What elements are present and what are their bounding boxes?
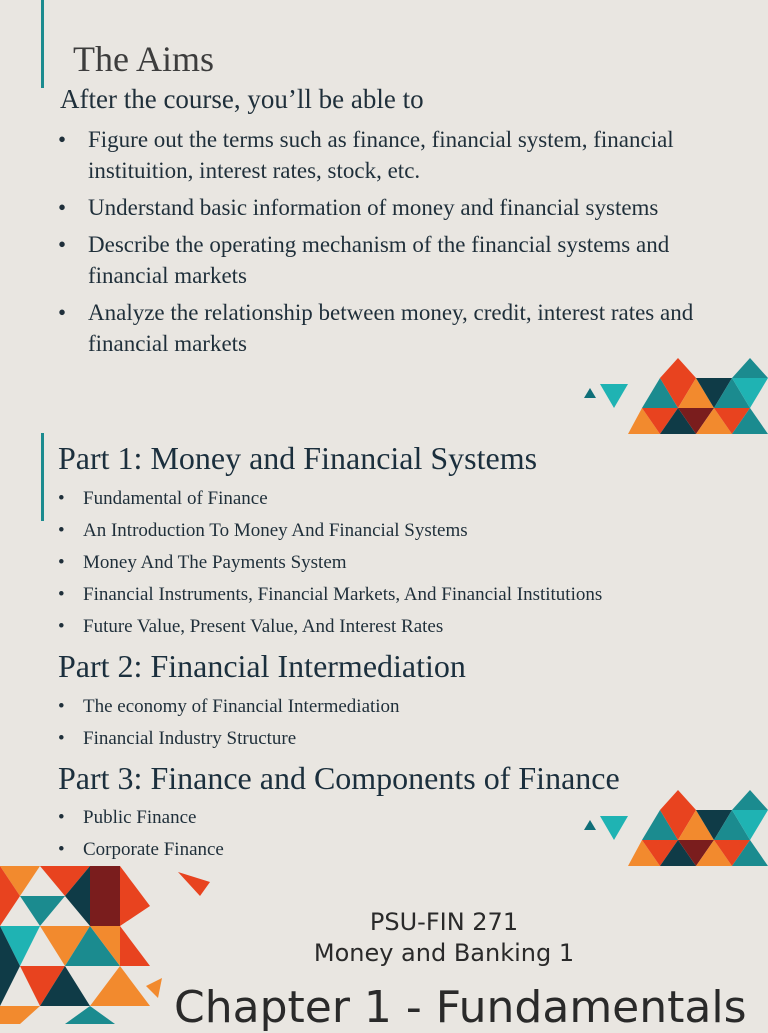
part3-heading: Part 3: Finance and Components of Finance — [58, 760, 620, 796]
part2-heading: Part 2: Financial Intermediation — [58, 648, 466, 684]
aims-item: • Figure out the terms such as finance, financial system, financial instituition, interest rates, stock, etc. — [58, 124, 708, 186]
list-item: • Corporate Finance — [58, 834, 708, 866]
aims-item: • Analyze the relationship between money, credit, interest rates and financial markets — [58, 297, 708, 359]
part1-heading: Part 1: Money and Financial Systems — [58, 440, 538, 476]
list-item: • Financial Instruments, Financial Markets, And Financial Institutions — [58, 579, 708, 611]
course-code: PSU-FIN 271 — [369, 908, 519, 936]
aims-intro: After the course, you’ll be able to — [60, 84, 424, 114]
list-item: • Public Finance — [58, 802, 708, 834]
aims-item: • Understand basic information of money and financial systems — [58, 192, 708, 223]
list-item: • Fundamental of Finance — [58, 483, 708, 515]
chapter-title: Chapter 1 - Fundamentals — [174, 982, 747, 1033]
decorative-triangles-2 — [580, 790, 768, 866]
list-item: • Financial Industry Structure — [58, 723, 708, 755]
list-item: • The economy of Financial Intermediation — [58, 691, 708, 723]
accent-bar — [41, 433, 44, 521]
part2-list — [58, 691, 708, 755]
aims-item: • Describe the operating mechanism of the financial systems and financial markets — [58, 229, 708, 291]
slide-title-aims: The Aims — [73, 39, 214, 79]
decorative-triangles-1 — [580, 358, 768, 434]
part1-list — [58, 483, 708, 643]
list-item: • Money And The Payments System — [58, 547, 708, 579]
course-name: Money and Banking 1 — [313, 939, 575, 967]
list-item: • An Introduction To Money And Financial Systems — [58, 515, 708, 547]
accent-bar — [41, 0, 44, 88]
list-item: • Future Value, Present Value, And Interest Rates — [58, 611, 708, 643]
aims-list — [58, 124, 708, 365]
